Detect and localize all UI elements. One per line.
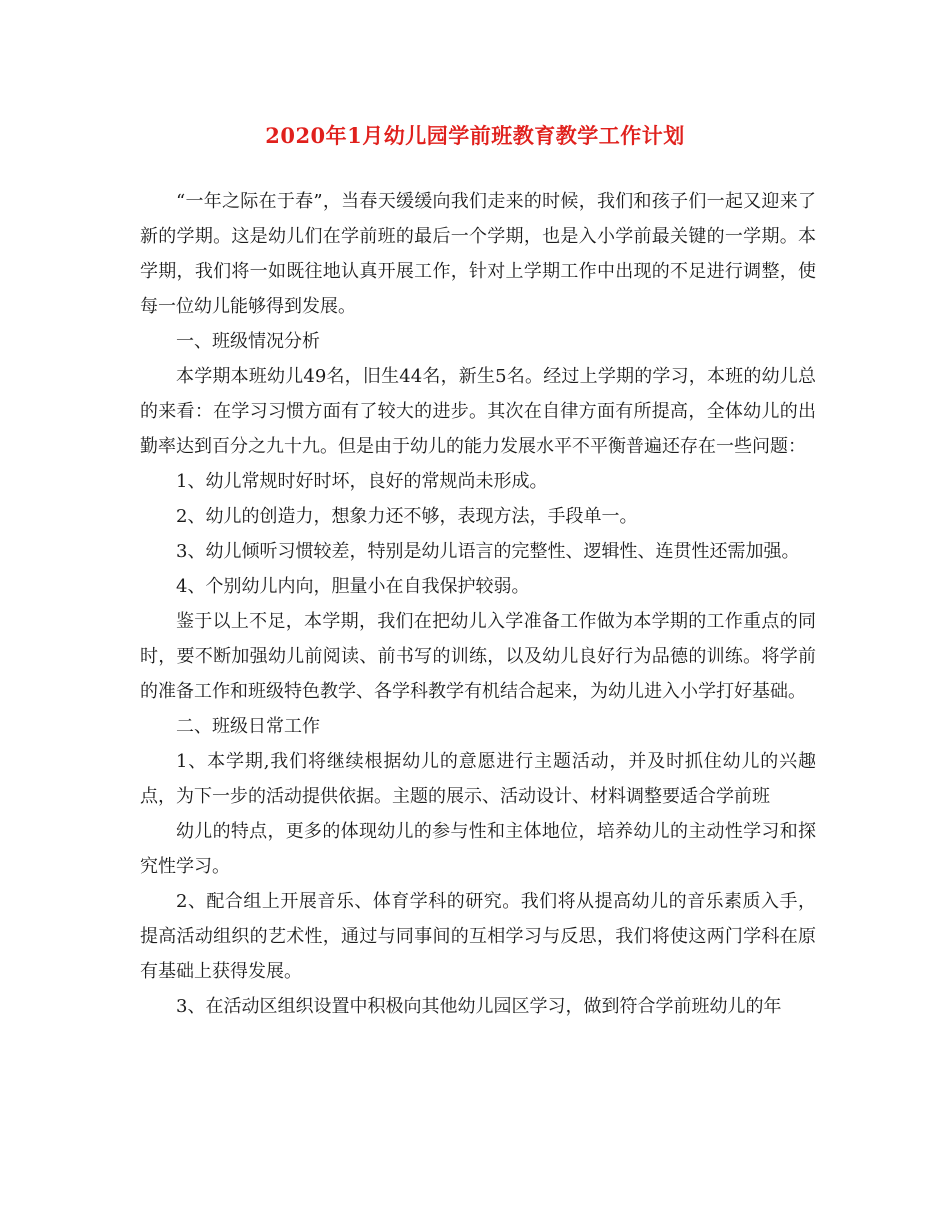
list-item-work-1: 1、本学期,我们将继续根据幼儿的意愿进行主题活动，并及时抓住幼儿的兴趣点，为下一步的活动提供依据。主题的展示、活动设计、材料调整要适合学前班 <box>140 751 816 807</box>
list-item-problem-4: 4、个别幼儿内向，胆量小在自我保护较弱。 <box>176 576 530 597</box>
list-item-problem-2: 2、幼儿的创造力，想象力还不够，表现方法，手段单一。 <box>176 506 638 527</box>
paragraph-class-analysis: 本学期本班幼儿49名，旧生44名，新生5名。经过上学期的学习，本班的幼儿总的来看：在学习习惯方面有了较大的进步。其次在自律方面有所提高，全体幼儿的出勤率达到百分之九十九。但是由于幼儿的能力发展水平不平衡普遍还存在一些问题： <box>140 366 816 457</box>
document-body <box>140 184 816 1024</box>
list-item-work-2: 2、配合组上开展音乐、体育学科的研究。我们将从提高幼儿的音乐素质入手，提高活动组织的艺术性，通过与同事间的互相学习与反思，我们将使这两门学科在原有基础上获得发展。 <box>140 891 816 982</box>
paragraph-intro: “一年之际在于春”，当春天缓缓向我们走来的时候，我们和孩子们一起又迎来了新的学期。这是幼儿们在学前班的最后一个学期，也是入小学前最关键的一学期。本学期，我们将一如既往地认真开展工作，针对上学期工作中出现的不足进行调整，使每一位幼儿能够得到发展。 <box>140 191 816 317</box>
list-item-problem-3: 3、幼儿倾听习惯较差，特别是幼儿语言的完整性、逻辑性、连贯性还需加强。 <box>176 541 800 562</box>
paragraph-focus: 鉴于以上不足，本学期，我们在把幼儿入学准备工作做为本学期的工作重点的同时，要不断加强幼儿前阅读、前书写的训练，以及幼儿良好行为品德的训练。将学前的准备工作和班级特色教学、各学科教学有机结合起来，为幼儿进入小学打好基础。 <box>140 611 816 702</box>
section-heading-daily-work: 二、班级日常工作 <box>176 716 320 737</box>
list-item-problem-1: 1、幼儿常规时好时坏，良好的常规尚未形成。 <box>176 471 548 492</box>
list-item-work-1-continued: 幼儿的特点，更多的体现幼儿的参与性和主体地位，培养幼儿的主动性学习和探究性学习。 <box>140 821 816 877</box>
document-title: 2020年1月幼儿园学前班教育教学工作计划 <box>265 123 685 148</box>
section-heading-class-analysis: 一、班级情况分析 <box>176 331 320 352</box>
list-item-work-3: 3、在活动区组织设置中积极向其他幼儿园区学习，做到符合学前班幼儿的年 <box>176 996 782 1017</box>
